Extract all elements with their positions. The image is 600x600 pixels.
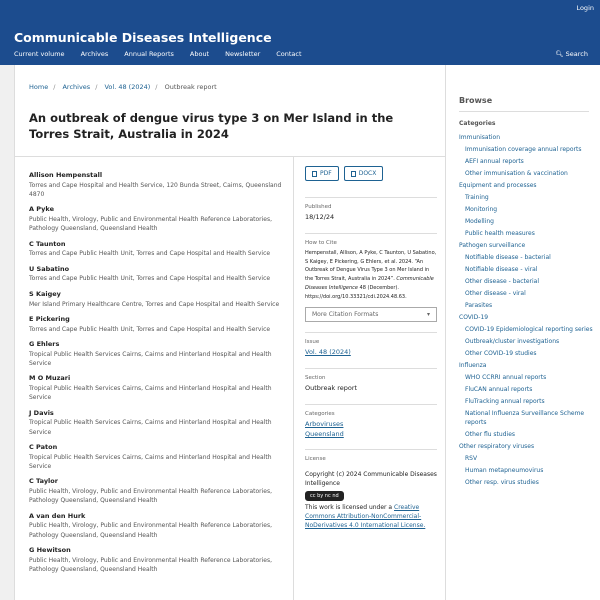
breadcrumb-home[interactable]: Home <box>29 83 49 91</box>
author-item: C Paton Tropical Public Health Services Cairns, Cairns and Hinterland Hospital and Health Service <box>29 442 272 470</box>
author-item: G Ehlers Tropical Public Health Services Cairns, Cairns and Hinterland Hospital and Health Service <box>29 339 272 367</box>
category-link[interactable]: Outbreak/cluster investigations <box>465 338 560 345</box>
search-label: Search <box>565 50 588 58</box>
site-name[interactable]: Communicable Diseases Intelligence <box>14 30 272 45</box>
category-link[interactable]: Monitoring <box>465 206 498 213</box>
copyright-text: Copyright (c) 2024 Communicable Diseases Intelligence <box>305 471 437 488</box>
category-arboviruses[interactable]: Arboviruses <box>305 419 344 428</box>
galley-buttons <box>305 166 437 181</box>
author-item: C Taylor Public Health, Virology, Public and Environmental Health Reference Laboratories, Pathology Queensland, Queensland Health <box>29 477 273 505</box>
category-link[interactable]: Parasites <box>465 302 493 309</box>
license-link[interactable]: Creative Commons Attribution-NonCommercial-NoDerivatives 4.0 International License. <box>305 504 426 530</box>
issue-link[interactable]: Vol. 48 (2024) <box>305 348 351 357</box>
license-text: This work is licensed under a Creative Commons Attribution-NonCommercial-NoDerivatives 4.0 International License. <box>305 504 426 530</box>
cc-license-badge[interactable]: cc by nc nd <box>305 491 344 501</box>
category-link[interactable]: Immunisation coverage annual reports <box>465 146 582 153</box>
site-header <box>0 0 600 65</box>
author-item: G Hewitson Public Health, Virology, Public and Environmental Health Reference Laboratories, Pathology Queensland, Queensland Health <box>29 545 273 573</box>
category-link[interactable]: Notifiable disease - bacterial <box>465 254 551 261</box>
author-item: E Pickering Torres and Cape Public Health Unit, Torres and Cape Hospital and Health Service <box>29 314 271 333</box>
chevron-down-icon: ▾ <box>426 311 430 319</box>
breadcrumb: Home / Archives / Vol. 48 (2024) / Outbreak report <box>29 83 217 91</box>
article-sidebar <box>305 166 437 530</box>
category-link[interactable]: Notifiable disease - viral <box>465 266 538 273</box>
author-item: U Sabatino Torres and Cape Public Health Unit, Torres and Cape Hospital and Health Service <box>29 264 271 283</box>
category-link[interactable]: WHO CCRRI annual reports <box>465 374 547 381</box>
citation-text: Hempenstall, Allison, A Pyke, C Taunton, U Sabatino, S Kaigey, E Pickering, G Ehlers, et al. 2024. “An Outbreak of Dengue Virus Type 3 on Mer Island in the Torres Strait, Australia in 2024”. Communicable Diseases Intelligence 48 (December). https://doi.org/10.33321/cdi.2024.48.63. <box>305 249 437 300</box>
browse-title: Browse <box>459 96 493 105</box>
category-link[interactable]: COVID-19 Epidemiological reporting series <box>465 326 593 333</box>
author-item: S Kaigey Mer Island Primary Healthcare Centre, Torres and Cape Hospital and Health Service <box>29 289 280 308</box>
author-item: A van den Hurk Public Health, Virology, Public and Environmental Health Reference Laboratories, Pathology Queensland, Queensland Health <box>29 511 273 539</box>
published-date: 18/12/24 <box>305 213 335 221</box>
nav-archives[interactable]: Archives <box>80 50 109 58</box>
category-link[interactable]: Immunisation <box>459 134 501 141</box>
nav-current-volume[interactable]: Current volume <box>14 50 65 58</box>
category-link[interactable]: Other immunisation & vaccination <box>465 170 568 177</box>
breadcrumb-archives[interactable]: Archives <box>62 83 91 91</box>
author-item: C Taunton Torres and Cape Public Health Unit, Torres and Cape Hospital and Health Service <box>29 239 271 258</box>
category-link[interactable]: Other resp. virus studies <box>465 479 539 486</box>
category-link[interactable]: Modelling <box>465 218 494 225</box>
cite-label: How to Cite <box>305 239 337 246</box>
category-link[interactable]: National Influenza Surveillance Scheme reports <box>465 410 585 426</box>
search-link[interactable] <box>555 50 588 58</box>
main-nav <box>14 50 318 58</box>
search-icon: 🔍︎ <box>555 50 564 58</box>
category-link[interactable]: Influenza <box>459 362 487 369</box>
published-label: Published <box>305 204 332 210</box>
file-icon <box>312 171 317 177</box>
category-link[interactable]: Other disease - bacterial <box>465 278 540 285</box>
category-link[interactable]: Public health measures <box>465 230 535 237</box>
category-link[interactable]: RSV <box>465 455 478 462</box>
login-link[interactable]: Login <box>576 4 594 12</box>
section-value: Outbreak report <box>305 384 358 392</box>
category-link[interactable]: FluCAN annual reports <box>465 386 533 393</box>
column-divider <box>293 156 294 600</box>
category-queensland[interactable]: Queensland <box>305 429 344 438</box>
nav-annual-reports[interactable]: Annual Reports <box>124 50 174 58</box>
license-label: License <box>305 456 326 463</box>
category-link[interactable]: AEFI annual reports <box>465 158 524 165</box>
category-link[interactable]: Pathogen surveillance <box>459 242 526 249</box>
category-link[interactable]: COVID-19 <box>459 314 489 321</box>
category-link[interactable]: Other respiratory viruses <box>459 443 535 450</box>
browse-sidebar <box>446 65 600 600</box>
browse-divider <box>459 111 589 112</box>
issue-section <box>305 332 437 358</box>
category-list <box>459 120 595 490</box>
pdf-button[interactable]: PDF <box>305 166 339 181</box>
author-item: A Pyke Public Health, Virology, Public and Environmental Health Reference Laboratories, Pathology Queensland, Queensland Health <box>29 205 273 233</box>
category-link[interactable]: Training <box>465 194 489 201</box>
section-label: Section <box>305 375 326 381</box>
category-link[interactable]: Other COVID-19 studies <box>465 350 537 357</box>
citation-formats-dropdown[interactable]: More Citation Formats ▾ <box>305 307 437 322</box>
nav-newsletter[interactable]: Newsletter <box>225 50 261 58</box>
article-title: An outbreak of dengue virus type 3 on Mer Island in the Torres Strait, Australia in 2024 <box>29 111 394 141</box>
category-link[interactable]: Equipment and processes <box>459 182 537 189</box>
file-icon <box>351 171 356 177</box>
docx-button[interactable]: DOCX <box>344 166 384 181</box>
cite-section <box>305 233 437 323</box>
section-section <box>305 368 437 394</box>
category-link[interactable]: Human metapneumovirus <box>465 467 544 474</box>
title-divider <box>15 156 445 157</box>
article-page <box>14 65 446 600</box>
author-item: J Davis Tropical Public Health Services Cairns, Cairns and Hinterland Hospital and Health Service <box>29 408 272 436</box>
published-section <box>305 197 437 223</box>
category-link[interactable]: Other disease - viral <box>465 290 526 297</box>
categories-heading: Categories <box>459 120 496 127</box>
author-item: M O Muzari Tropical Public Health Services Cairns, Cairns and Hinterland Hospital and Health Service <box>29 374 272 402</box>
nav-contact[interactable]: Contact <box>276 50 302 58</box>
license-section <box>305 449 437 530</box>
breadcrumb-volume[interactable]: Vol. 48 (2024) <box>104 83 151 91</box>
categories-section <box>305 404 437 440</box>
categories-label: Categories <box>305 410 335 417</box>
author-item: Allison Hempenstall Torres and Cape Hospital and Health Service, 120 Bunda Street, Cairns, Queensland 4870 <box>29 171 282 199</box>
category-link[interactable]: Other flu studies <box>465 431 516 438</box>
issue-label: Issue <box>305 339 320 346</box>
breadcrumb-current: Outbreak report <box>164 83 217 91</box>
nav-about[interactable]: About <box>189 50 210 58</box>
author-list <box>29 171 291 580</box>
category-link[interactable]: FluTracking annual reports <box>465 398 545 405</box>
